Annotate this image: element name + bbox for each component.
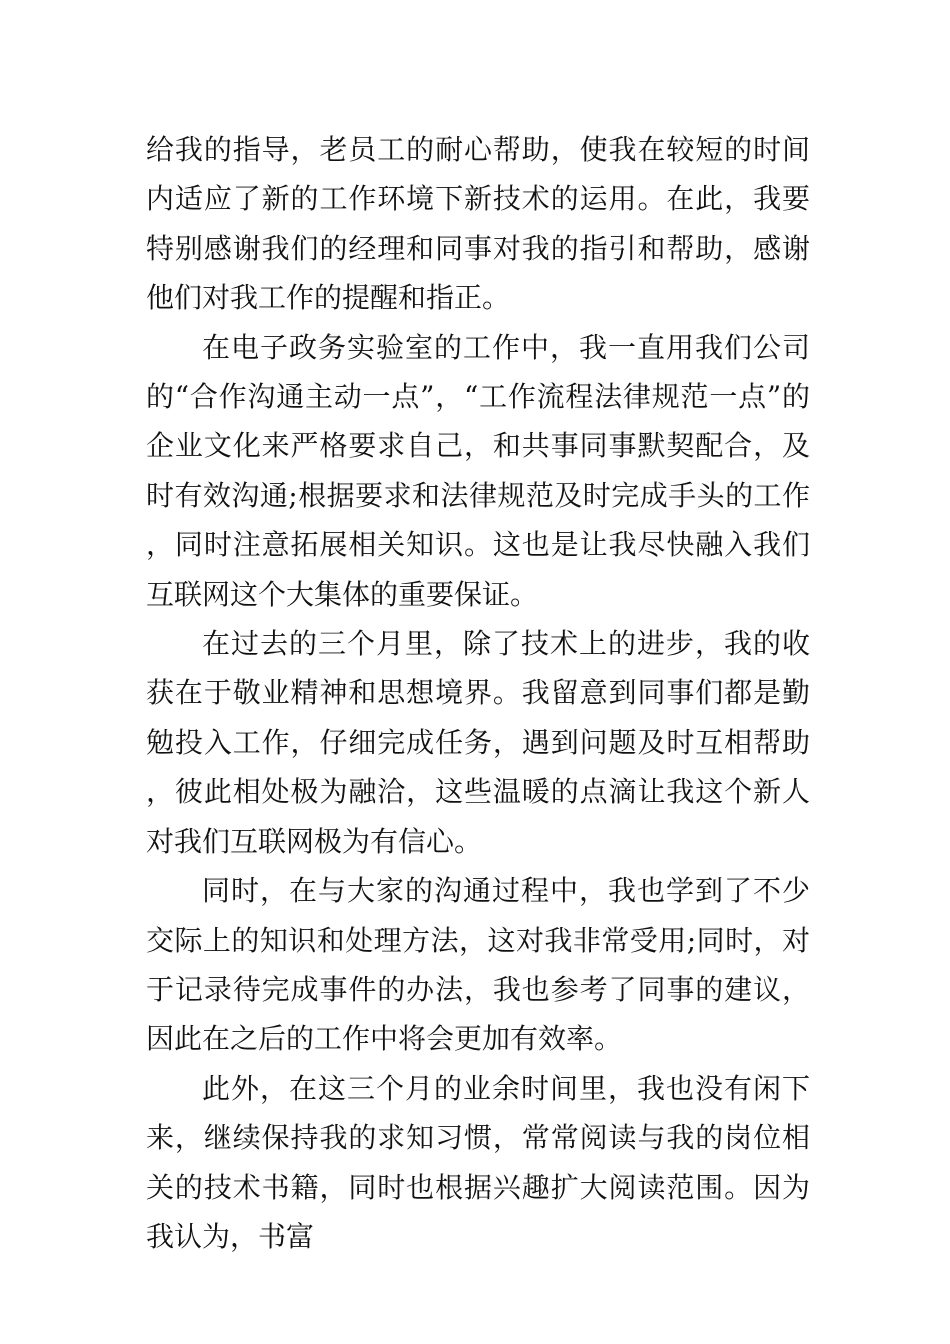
paragraph-2: 在电子政务实验室的工作中，我一直用我们公司的“合作沟通主动一点”，“工作流程法律规范一点”的企业文化来严格要求自己，和共事同事默契配合，及时有效沟通;根据要求和法律规范及时完成手头的工作，同时注意拓展相关知识。这也是让我尽快融入我们互联网这个大集体的重要保证。 <box>146 330 810 611</box>
paragraph-1: 给我的指导，老员工的耐心帮助，使我在较短的时间内适应了新的工作环境下新技术的运用。在此，我要特别感谢我们的经理和同事对我的指引和帮助，感谢他们对我工作的提醒和指正。 <box>146 133 810 315</box>
paragraph-4: 同时，在与大家的沟通过程中，我也学到了不少交际上的知识和处理方法，这对我非常受用;同时，对于记录待完成事件的办法，我也参考了同事的建议，因此在之后的工作中将会更加有效率。 <box>146 874 810 1056</box>
paragraph-5: 此外，在这三个月的业余时间里，我也没有闲下来，继续保持我的求知习惯，常常阅读与我的岗位相关的技术书籍，同时也根据兴趣扩大阅读范围。因为我认为，书富 <box>146 1071 810 1253</box>
paragraph-3: 在过去的三个月里，除了技术上的进步，我的收获在于敬业精神和思想境界。我留意到同事们都是勤勉投入工作，仔细完成任务，遇到问题及时互相帮助，彼此相处极为融洽，这些温暖的点滴让我这个新人对我们互联网极为有信心。 <box>146 627 810 858</box>
document-body <box>146 125 810 1261</box>
